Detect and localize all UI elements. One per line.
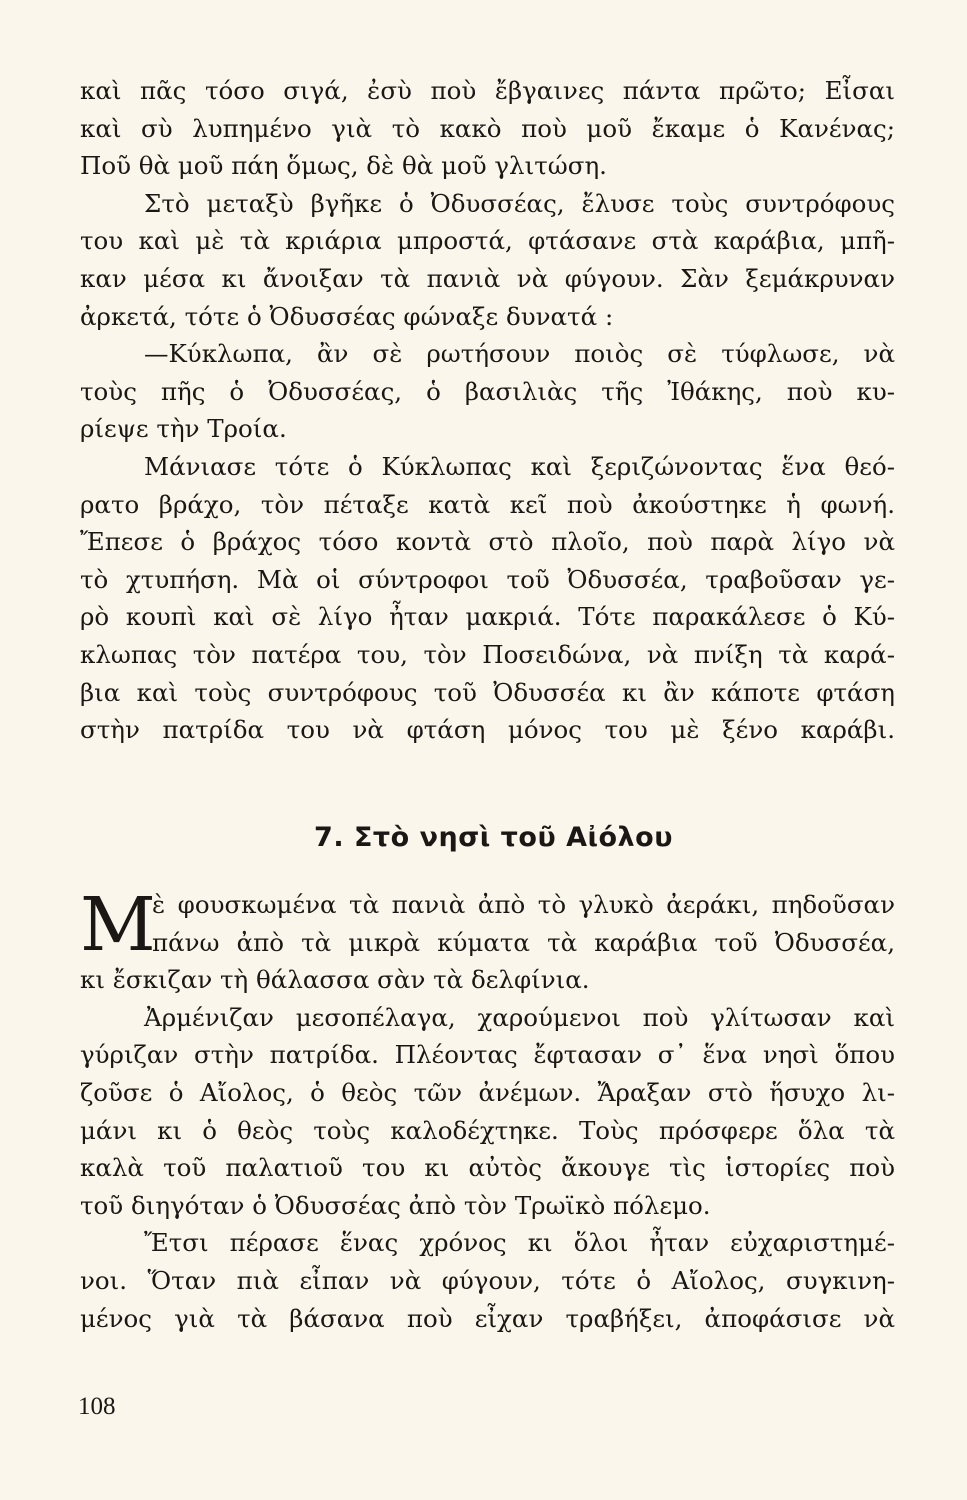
text-line: Ποῦ θὰ μοῦ πάη ὅμως, δὲ θὰ μοῦ γλιτώση. <box>80 151 607 181</box>
page-number: 108 <box>78 1393 116 1420</box>
text-line: Ἔτσι πέρασε ἕνας χρόνος κι ὅλοι ἦταν εὐχαριστημέ- <box>144 1228 895 1258</box>
text-line: Στὸ μεταξὺ βγῆκε ὁ Ὀδυσσέας, ἔλυσε τοὺς συντρόφους <box>144 188 895 218</box>
text-line: τοὺς πῆς ὁ Ὀδυσσέας, ὁ βασιλιὰς τῆς Ἰθάκης, ποὺ κυ- <box>80 376 895 406</box>
text-line: Ἔπεσε ὁ βράχος τόσο κοντὰ στὸ πλοῖο, ποὺ παρὰ λίγο νὰ <box>80 527 895 557</box>
text-line: ρὸ κουπὶ καὶ σὲ λίγο ἦταν μακριά. Τότε παρακάλεσε ὁ Κύ- <box>80 602 895 632</box>
text-line: βια καὶ τοὺς συντρόφους τοῦ Ὀδυσσέα κι ἂν κάποτε φτάση <box>80 677 895 707</box>
text-line: μένος γιὰ τὰ βάσανα ποὺ εἶχαν τραβήξει, ἀποφάσισε νὰ <box>80 1303 895 1333</box>
text-line: ὲ φουσκωμένα τὰ πανιὰ ἀπὸ τὸ γλυκὸ ἀεράκι, πηδοῦσαν <box>152 890 895 919</box>
section-heading: 7. Στὸ νησὶ τοῦ Αἰόλου <box>314 822 673 853</box>
text-line: πάνω ἀπὸ τὰ μικρὰ κύματα τὰ καράβια τοῦ Ὀδυσσέα, <box>152 927 895 957</box>
text-line: ρίεψε τὴν Τροία. <box>80 414 287 444</box>
text-line: τοῦ διηγόταν ὁ Ὀδυσσέας ἀπὸ τὸν Τρωϊκὸ πόλεμο. <box>80 1190 711 1220</box>
text-line: Μάνιασε τότε ὁ Κύκλωπας καὶ ξεριζώνοντας ἕνα θεό- <box>144 451 895 481</box>
text-block-top <box>80 72 895 749</box>
text-line: ζοῦσε ὁ Αἴολος, ὁ θεὸς τῶν ἀνέμων. Ἄραξαν στὸ ἥσυχο λι- <box>80 1077 895 1107</box>
text-block-bottom <box>80 882 895 1337</box>
text-line: ρατο βράχο, τὸν πέταξε κατὰ κεῖ ποὺ ἀκούστηκε ἡ φωνή. <box>80 489 895 519</box>
text-line: καν μέσα κι ἄνοιξαν τὰ πανιὰ νὰ φύγουν. Σὰν ξεμάκρυναν <box>80 263 895 293</box>
text-line: καλὰ τοῦ παλατιοῦ του κι αὐτὸς ἄκουγε τὶς ἱστορίες ποὺ <box>80 1153 895 1183</box>
text-line: Ἀρμένιζαν μεσοπέλαγα, χαρούμενοι ποὺ γλίτωσαν καὶ <box>144 1002 895 1032</box>
text-line: κι ἔσκιζαν τὴ θάλασσα σὰν τὰ δελφίνια. <box>80 965 590 995</box>
text-line: καὶ πᾶς τόσο σιγά, ἐσὺ ποὺ ἔβγαινες πάντα πρῶτο; Εἶσαι <box>80 76 895 105</box>
text-line: γύριζαν στὴν πατρίδα. Πλέοντας ἔφτασαν σ᾽ ἕνα νησὶ ὅπου <box>80 1040 895 1070</box>
text-line: στὴν πατρίδα του νὰ φτάση μόνος του μὲ ξένο καράβι. <box>80 715 895 745</box>
text-line: —Κύκλωπα, ἂν σὲ ρωτήσουν ποιὸς σὲ τύφλωσε, νὰ <box>144 339 895 369</box>
text-line: του καὶ μὲ τὰ κριάρια μπροστά, φτάσανε στὰ καράβια, μπῆ- <box>80 226 895 256</box>
drop-cap: Μ <box>80 882 156 968</box>
text-line: τὸ χτυπήση. Μὰ οἱ σύντροφοι τοῦ Ὀδυσσέα, τραβοῦσαν γε- <box>80 564 895 594</box>
text-line: μάνι κι ὁ θεὸς τοὺς καλοδέχτηκε. Τοὺς πρόσφερε ὅλα τὰ <box>80 1115 895 1145</box>
text-line: καὶ σὺ λυπημένο γιὰ τὸ κακὸ ποὺ μοῦ ἔκαμε ὁ Κανένας; <box>80 113 895 143</box>
text-line: ἀρκετά, τότε ὁ Ὀδυσσέας φώναξε δυνατά : <box>80 301 614 331</box>
text-line: κλωπας τὸν πατέρα του, τὸν Ποσειδώνα, νὰ πνίξη τὰ καρά- <box>80 639 895 669</box>
text-line: νοι. Ὅταν πιὰ εἶπαν νὰ φύγουν, τότε ὁ Αἴολος, συγκινη- <box>80 1265 895 1295</box>
